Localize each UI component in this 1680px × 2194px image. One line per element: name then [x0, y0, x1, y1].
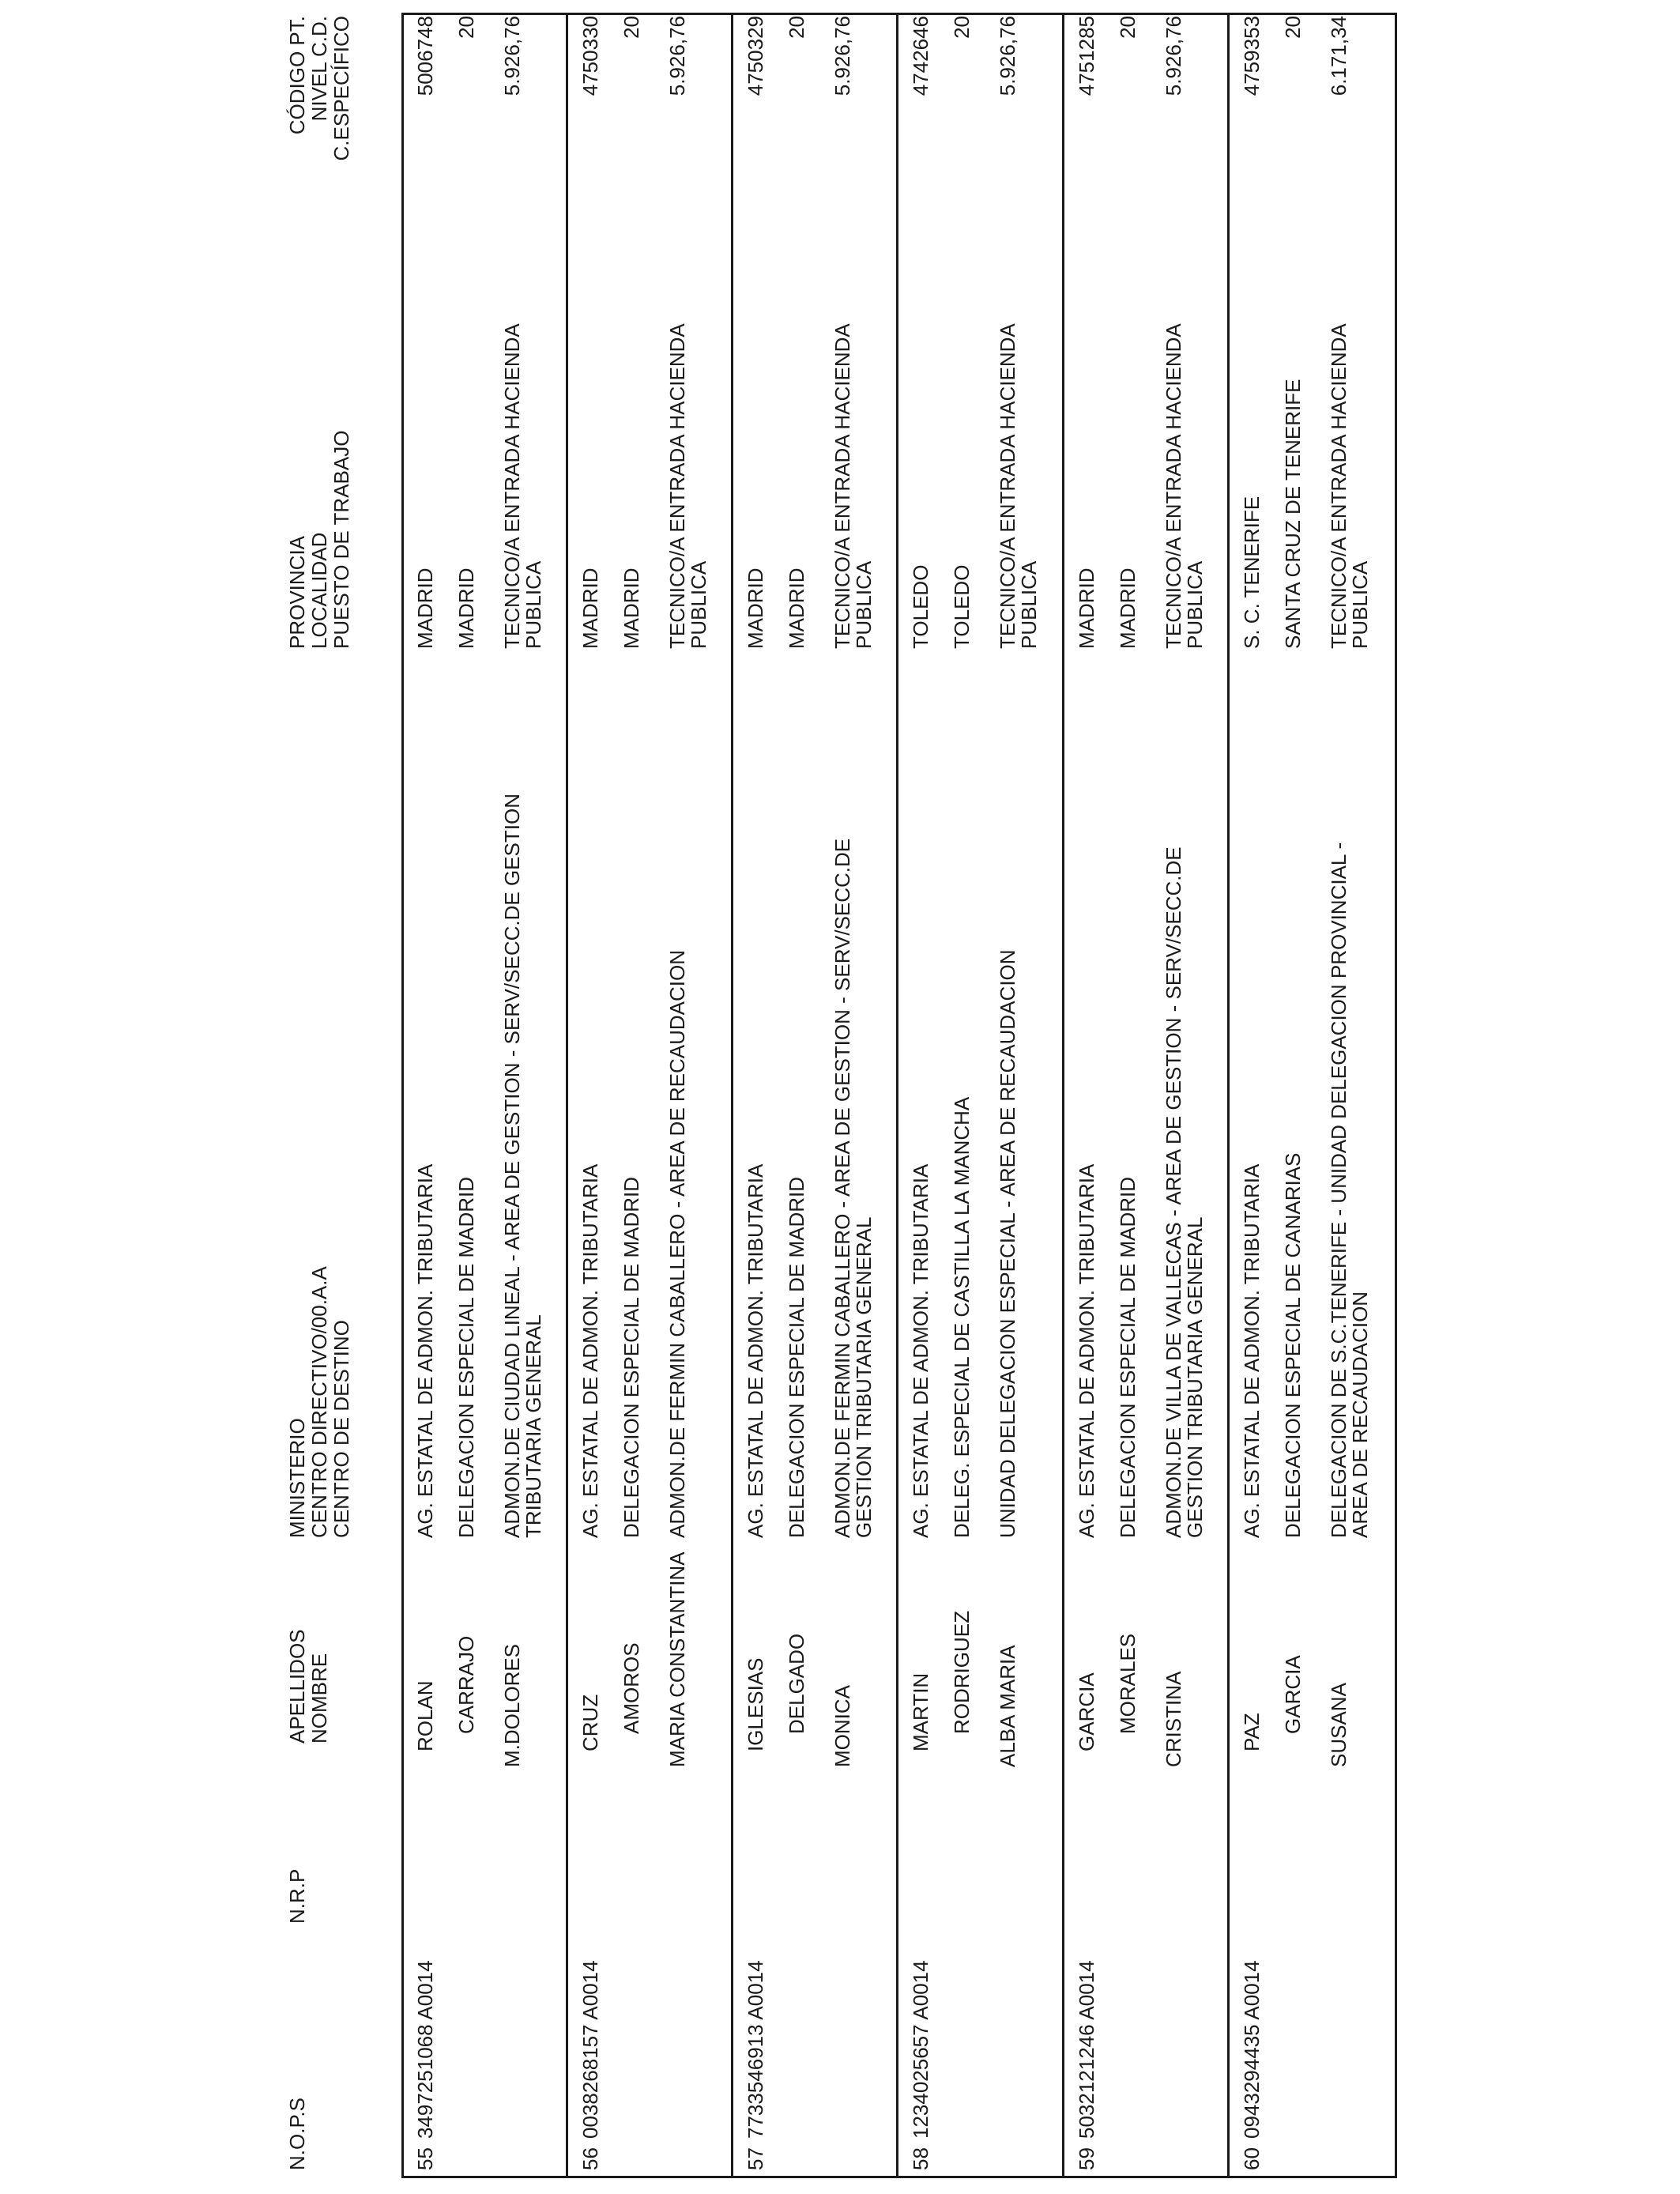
nops-cell: 56 [578, 2147, 602, 2170]
ministerio-cell: AG. ESTATAL DE ADMON. TRIBUTARIA [744, 1163, 767, 1538]
puesto-line2: PUBLICA [852, 560, 876, 649]
nrp-cell: 0943294435 A0014 [1240, 1960, 1264, 2139]
localidad-cell: MADRID [1116, 567, 1139, 649]
nrp-cell: 7733546913 A0014 [744, 1960, 767, 2139]
nops-cell: 57 [744, 2147, 767, 2170]
puesto-line2: PUBLICA [1348, 560, 1372, 649]
centro-directivo-cell: DELEG. ESPECIAL DE CASTILLA LA MANCHA [950, 1096, 974, 1538]
codigo-cell: 4750329 [744, 16, 767, 96]
header-nrp: N.R.P [285, 1868, 309, 1924]
centro-directivo-cell: DELEGACION ESPECIAL DE CANARIAS [1281, 1152, 1305, 1538]
codigo-cell: 5006748 [413, 16, 437, 96]
header-nops: N.O.P.S [285, 2097, 309, 2170]
provincia-cell: MADRID [578, 567, 602, 649]
header-provincia: PROVINCIA [285, 535, 309, 649]
nivel-cell: 20 [785, 16, 808, 39]
apellido1-cell: PAZ [1240, 1713, 1264, 1751]
centro-destino-line2: TRIBUTARIA GENERAL [522, 1314, 545, 1538]
centro-directivo-cell: DELEGACION ESPECIAL DE MADRID [1116, 1176, 1139, 1538]
nops-cell: 55 [413, 2147, 437, 2170]
puesto-line1: TECNICO/A ENTRADA HACIENDA [665, 323, 689, 649]
complemento-cell: 5.926,76 [831, 16, 854, 96]
puesto-line1: TECNICO/A ENTRADA HACIENDA [500, 323, 524, 649]
header-nivel: NIVEL C.D. [307, 16, 331, 122]
apellido2-cell: CARRAJO [454, 1635, 478, 1734]
centro-directivo-cell: DELEGACION ESPECIAL DE MADRID [454, 1176, 478, 1538]
provincia-cell: TOLEDO [909, 564, 932, 649]
nombre-cell: SUSANA [1327, 1683, 1350, 1767]
apellido1-cell: GARCIA [1075, 1672, 1098, 1751]
nops-cell: 60 [1240, 2147, 1264, 2170]
nivel-cell: 20 [1281, 16, 1305, 39]
localidad-cell: MADRID [620, 567, 643, 649]
nivel-cell: 20 [454, 16, 478, 39]
header-nombre: NOMBRE [307, 1653, 331, 1744]
centro-destino-line1: ADMON.DE CIUDAD LINEAL - AREA DE GESTION - SERV/SECC.DE GESTION [500, 794, 524, 1538]
row-separator [731, 13, 733, 2178]
apellido2-cell: GARCIA [1281, 1655, 1305, 1734]
nivel-cell: 20 [950, 16, 974, 39]
provincia-cell: MADRID [413, 567, 437, 649]
header-complemento: C.ESPECÍFICO [330, 16, 353, 161]
puesto-line1: TECNICO/A ENTRADA HACIENDA [1162, 323, 1185, 649]
nombre-cell: M.DOLORES [500, 1643, 524, 1767]
centro-destino-line2: AREA DE RECAUDACION [1348, 1291, 1372, 1538]
nivel-cell: 20 [620, 16, 643, 39]
centro-destino-line1: ADMON.DE FERMIN CABALLERO - AREA DE RECAUDACION [665, 949, 689, 1538]
complemento-cell: 5.926,76 [996, 16, 1019, 96]
table-frame [401, 13, 1397, 2178]
puesto-line1: TECNICO/A ENTRADA HACIENDA [1327, 323, 1350, 649]
provincia-cell: MADRID [1075, 567, 1098, 649]
header-centro-directivo: CENTRO DIRECTIVO/00.A.A [307, 1266, 331, 1538]
ministerio-cell: AG. ESTATAL DE ADMON. TRIBUTARIA [909, 1163, 932, 1538]
nombre-cell: CRISTINA [1162, 1671, 1185, 1767]
centro-destino-line2: GESTION TRIBUTARIA GENERAL [1183, 1216, 1207, 1538]
nops-cell: 59 [1075, 2147, 1098, 2170]
complemento-cell: 5.926,76 [665, 16, 689, 96]
nivel-cell: 20 [1116, 16, 1139, 39]
row-separator [566, 13, 568, 2178]
row-separator [896, 13, 898, 2178]
codigo-cell: 4742646 [909, 16, 932, 96]
centro-destino-line1: DELEGACION DE S.C.TENERIFE - UNIDAD DELEGACION PROVINCIAL - [1327, 842, 1350, 1538]
nombre-cell: MONICA [831, 1685, 854, 1767]
codigo-cell: 4751285 [1075, 16, 1098, 96]
apellido2-cell: MORALES [1116, 1633, 1139, 1734]
apellido1-cell: CRUZ [578, 1694, 602, 1751]
centro-directivo-cell: DELEGACION ESPECIAL DE MADRID [620, 1176, 643, 1538]
codigo-cell: 4759353 [1240, 16, 1264, 96]
localidad-cell: TOLEDO [950, 564, 974, 649]
nrp-cell: 1234025657 A0014 [909, 1960, 932, 2139]
row-separator [1227, 13, 1230, 2178]
header-codigo: CÓDIGO PT. [285, 16, 309, 135]
header-ministerio: MINISTERIO [285, 1418, 309, 1538]
nops-cell: 58 [909, 2147, 932, 2170]
puesto-line1: TECNICO/A ENTRADA HACIENDA [996, 323, 1019, 649]
apellido2-cell: RODRIGUEZ [950, 1611, 974, 1734]
puesto-line2: PUBLICA [1183, 560, 1207, 649]
apellido1-cell: MARTIN [909, 1672, 932, 1751]
puesto-line2: PUBLICA [1017, 560, 1041, 649]
localidad-cell: MADRID [454, 567, 478, 649]
codigo-cell: 4750330 [578, 16, 602, 96]
provincia-cell: S. C. TENERIFE [1240, 496, 1264, 649]
apellido1-cell: ROLAN [413, 1680, 437, 1751]
apellido2-cell: AMOROS [620, 1642, 643, 1734]
header-apellidos: APELLIDOS [285, 1629, 309, 1744]
centro-destino-line1: UNIDAD DELEGACION ESPECIAL - AREA DE RECAUDACION [996, 949, 1019, 1538]
ministerio-cell: AG. ESTATAL DE ADMON. TRIBUTARIA [578, 1163, 602, 1538]
apellido2-cell: DELGADO [785, 1633, 808, 1734]
puesto-line1: TECNICO/A ENTRADA HACIENDA [831, 323, 854, 649]
localidad-cell: MADRID [785, 567, 808, 649]
complemento-cell: 5.926,76 [500, 16, 524, 96]
centro-destino-line1: ADMON.DE VILLA DE VALLECAS - AREA DE GESTION - SERV/SECC.DE [1162, 846, 1185, 1538]
nombre-cell: ALBA MARIA [996, 1645, 1019, 1767]
puesto-line2: PUBLICA [522, 560, 545, 649]
centro-destino-line2: GESTION TRIBUTARIA GENERAL [852, 1216, 876, 1538]
provincia-cell: MADRID [744, 567, 767, 649]
header-centro-destino: CENTRO DE DESTINO [330, 1320, 353, 1538]
header-puesto: PUESTO DE TRABAJO [330, 430, 353, 649]
nrp-cell: 0038268157 A0014 [578, 1960, 602, 2139]
nombre-cell: MARIA CONSTANTINA [665, 1551, 689, 1767]
ministerio-cell: AG. ESTATAL DE ADMON. TRIBUTARIA [1075, 1163, 1098, 1538]
centro-directivo-cell: DELEGACION ESPECIAL DE MADRID [785, 1176, 808, 1538]
header-localidad: LOCALIDAD [307, 532, 331, 649]
nrp-cell: 3497251068 A0014 [413, 1960, 437, 2139]
centro-destino-line1: ADMON.DE FERMIN CABALLERO - AREA DE GESTION - SERV/SECC.DE [831, 838, 854, 1538]
complemento-cell: 6.171,34 [1327, 16, 1350, 96]
ministerio-cell: AG. ESTATAL DE ADMON. TRIBUTARIA [413, 1163, 437, 1538]
ministerio-cell: AG. ESTATAL DE ADMON. TRIBUTARIA [1240, 1163, 1264, 1538]
localidad-cell: SANTA CRUZ DE TENERIFE [1281, 379, 1305, 649]
complemento-cell: 5.926,76 [1162, 16, 1185, 96]
row-separator [1062, 13, 1064, 2178]
puesto-line2: PUBLICA [687, 560, 710, 649]
apellido1-cell: IGLESIAS [744, 1657, 767, 1751]
nrp-cell: 5032121246 A0014 [1075, 1960, 1098, 2139]
